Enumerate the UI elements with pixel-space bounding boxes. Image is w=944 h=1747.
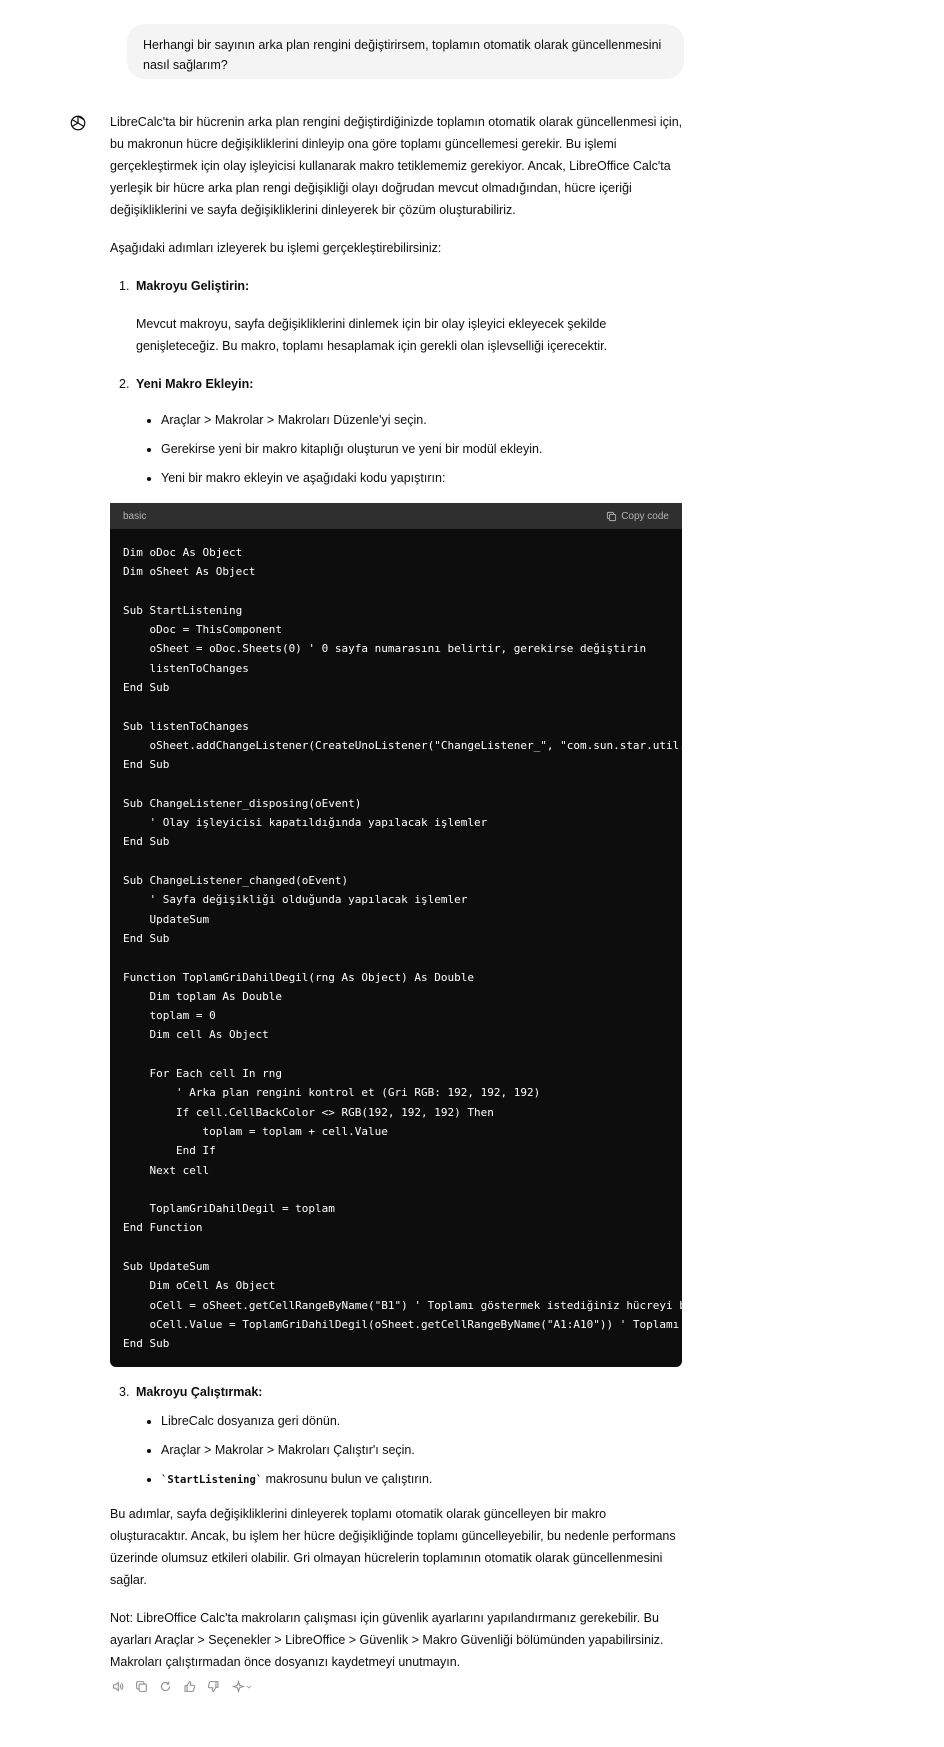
model-switch-button[interactable] <box>230 1679 254 1694</box>
list-item: Araçlar > Makrolar > Makroları Çalıştır'ı seçin. <box>136 1439 684 1461</box>
code-content: Dim oDoc As Object Dim oSheet As Object Sub StartListening oDoc = ThisComponent oSheet = oDoc.Sheets(0) ' 0 sayfa numarasını belirtir, gerekirse değiştirin listenToChanges End Sub Sub listenToChanges oSheet.addChangeListener(CreateUnoListener("ChangeListener_", "com.sun.star.util.XChangesListener")) End Sub Sub ChangeListener_disposing(oEvent) ' Olay işleyicisi kapatıldığında yapılacak işlemler End Sub Sub ChangeListener_changed(oEvent) ' Sayfa değişikliği olduğunda yapılacak işlemler UpdateSum End Sub Function ToplamGriDahilDegil(rng As Object) As Double Dim toplam As Double toplam = 0 Dim cell As Object For Each cell In rng ' Arka plan rengini kontrol et (Gri RGB: 192, 192, 192) If cell.CellBackColor <> RGB(192, 192, 192) Then toplam = toplam + cell.Value End If Next cell ToplamGriDahilDegil = toplam End Function Sub UpdateSum Dim oCell As Object oCell = oSheet.getCellRangeByName("B1") ' Toplamı göstermek istediğiniz hücreyi belirtin oCell.Value = ToplamGriDahilDegil(oSheet.getCellRangeByName("A1:A10")) ' Toplamı hesaplamak istediğiniz aralığı belirtin End Sub <box>123 546 944 1351</box>
copy-icon <box>606 511 617 522</box>
speaker-icon <box>111 1680 124 1693</box>
copy-message-button[interactable] <box>134 1679 149 1694</box>
copy-icon <box>135 1680 148 1693</box>
code-block <box>110 503 944 1367</box>
sparkle-icon <box>232 1680 245 1693</box>
note-paragraph: Not: LibreOffice Calc'ta makroların çalışması için güvenlik ayarlarını yapılandırmanız gerekebilir. Bu ayarları Araçlar > Seçenekler > LibreOffice > Güvenlik > Makro Güvenliği bölümünden yapabilirsiniz. Makroları çalıştırmadan önce dosyanızı kaydetmeyi unutmayın. <box>110 1611 664 1670</box>
step-2-list <box>136 409 684 489</box>
step-1 <box>110 275 684 297</box>
regenerate-icon <box>159 1680 172 1693</box>
step-2-title: Yeni Makro Ekleyin: <box>136 377 254 391</box>
step-3-title: Makroyu Çalıştırmak: <box>136 1385 263 1400</box>
step-3-list <box>136 1410 684 1491</box>
list-item: LibreCalc dosyanıza geri dönün. <box>136 1410 684 1432</box>
list-item: Gerekirse yeni bir makro kitaplığı oluşturun ve yeni bir modül ekleyin. <box>136 438 684 460</box>
steps-intro: Aşağıdaki adımları izleyerek bu işlemi gerçekleştirebilirsiniz: <box>110 241 442 255</box>
step-2 <box>110 373 684 395</box>
step-1-body: Mevcut makroyu, sayfa değişikliklerini dinlemek için bir olay işleyici ekleyecek şekilde genişleteceğiz. Bu makro, toplamı hesaplamak için gerekli olan işlevselliği içerecektir. <box>136 317 608 353</box>
list-item: Araçlar > Makrolar > Makroları Düzenle'yi seçin. <box>136 409 684 431</box>
step-3-number: 3. <box>119 1385 130 1400</box>
list-item-text: makrosunu bulun ve çalıştırın. <box>262 1472 433 1487</box>
regenerate-button[interactable] <box>158 1679 173 1694</box>
inline-code: `StartListening` <box>161 1474 263 1487</box>
list-item: Yeni bir makro ekleyin ve aşağıdaki kodu yapıştırın: <box>136 467 684 489</box>
step-1-title: Makroyu Geliştirin: <box>136 279 250 293</box>
code-language-label: basic <box>123 510 147 522</box>
copy-code-button[interactable] <box>606 511 669 522</box>
read-aloud-button[interactable] <box>110 1679 125 1694</box>
thumbs-down-button[interactable] <box>206 1679 221 1694</box>
summary-paragraph: Bu adımlar, sayfa değişikliklerini dinleyerek toplamı otomatik olarak güncelleyen bir makro oluşturacaktır. Ancak, bu işlem her hücre değişikliğinde toplamı güncelleyebilir, bu nedenle performans üzerinde olumsuz etkileri olabilir. Gri olmayan hücrelerin toplamının otomatik olarak güncellenmesini sağlar. <box>110 1507 676 1588</box>
user-message-text: Herhangi bir sayının arka plan rengini değiştirirsem, toplamın otomatik olarak güncellenmesini nasıl sağlarım? <box>143 38 662 72</box>
copy-code-label: Copy code <box>621 510 669 522</box>
thumbs-down-icon <box>207 1680 220 1693</box>
assistant-message <box>110 111 944 1694</box>
user-message-bubble <box>127 24 684 79</box>
intro-paragraph: LibreCalc'ta bir hücrenin arka plan rengini değiştirdiğinizde toplamın otomatik olarak güncellenmesi için, bu makronun hücre değişikliklerini dinleyip ona göre toplamı güncellemesi gerekir. Bu işlemi gerçekleştirmek için olay işleyicisi kullanarak makro tetiklememiz gerekiyor. Ancak, LibreOffice Calc'ta yerleşik bir hücre arka plan rengi değişikliği olayı doğrudan mevcut olmadığından, hücre içeriği değişikliklerini ve sayfa değişikliklerini dinleyerek bir çözüm oluşturabiliriz. <box>110 115 683 217</box>
step-3 <box>110 1381 684 1403</box>
list-item <box>136 1468 684 1491</box>
chevron-down-icon <box>245 1683 253 1691</box>
step-1-number: 1. <box>119 279 130 293</box>
step-2-number: 2. <box>119 377 130 391</box>
openai-logo-icon <box>69 114 87 132</box>
thumbs-up-button[interactable] <box>182 1679 197 1694</box>
thumbs-up-icon <box>183 1680 196 1693</box>
message-actions <box>110 1679 684 1694</box>
code-header <box>110 503 682 529</box>
